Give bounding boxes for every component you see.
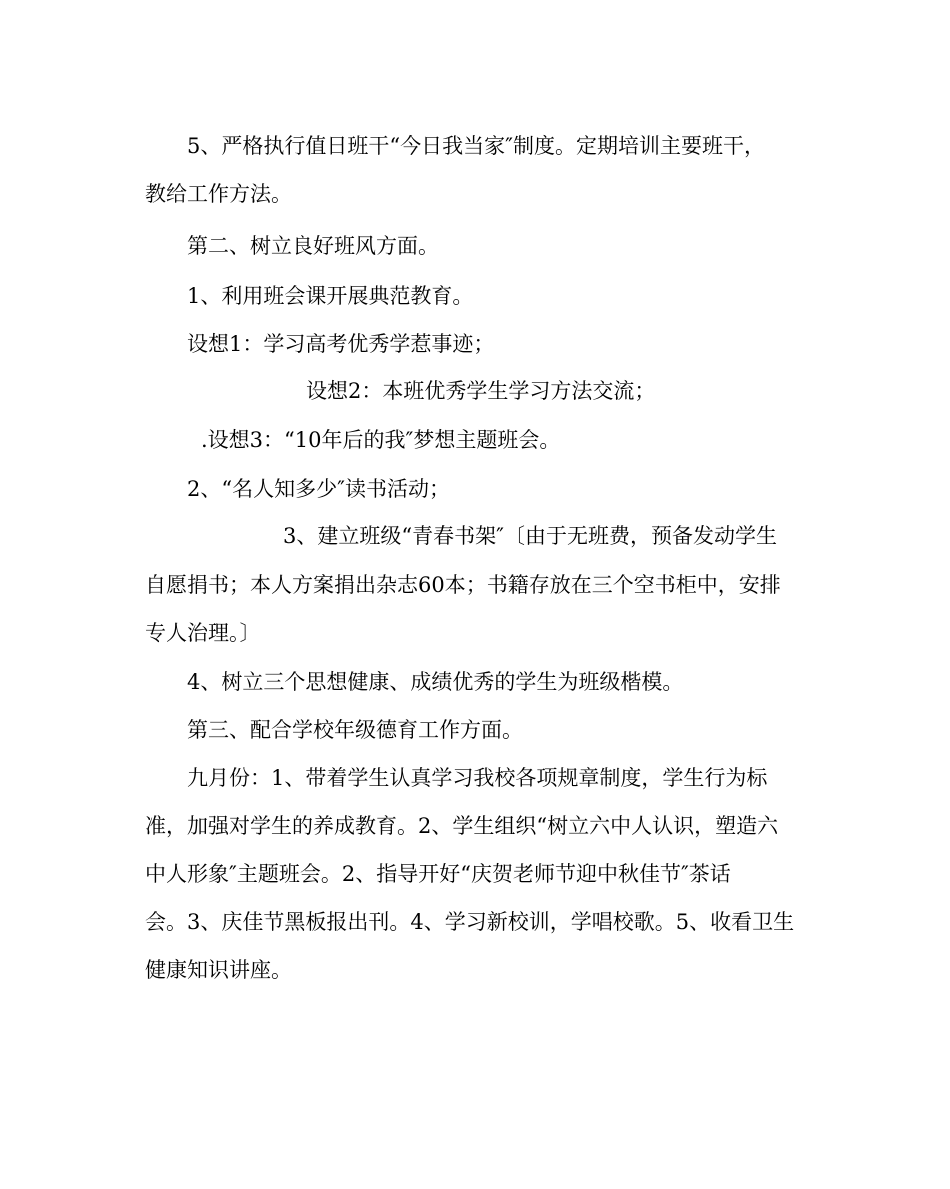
paragraph-line: 自愿捐书；本人方案捐出杂志60本；书籍存放在三个空书柜中，安排 (145, 573, 781, 597)
section-heading: 第二、树立良好班风方面。 (187, 234, 439, 258)
paragraph-line: 2、“名人知多少″读书活动； (187, 477, 450, 501)
paragraph-line: 健康知识讲座。 (145, 958, 292, 982)
paragraph-line: .设想3：“10年后的我″梦想主题班会。 (201, 428, 561, 452)
paragraph-line: 准，加强对学生的养成教育。2、学生组织“树立六中人认识，塑造六 (145, 814, 779, 838)
paragraph-line: 1、利用班会课开展典范教育。 (187, 284, 474, 308)
paragraph-line: 设想1：学习高考优秀学惹事迹； (187, 332, 495, 356)
paragraph-line: 设想2：本班优秀学生学习方法交流； (306, 379, 656, 403)
paragraph-line: 教给工作方法。 (145, 182, 292, 206)
paragraph-line: 专人治理。〕 (145, 621, 261, 645)
paragraph-line: 3、建立班级“青春书架″〔由于无班费，预备发动学生 (283, 524, 777, 548)
paragraph-line: 5、严格执行值日班干“今日我当家″制度。定期培训主要班干， (187, 134, 765, 158)
paragraph-line: 4、树立三个思想健康、成绩优秀的学生为班级楷模。 (187, 670, 684, 694)
paragraph-line: 九月份：1、带着学生认真学习我校各项规章制度，学生行为标 (187, 766, 768, 790)
paragraph-line: 会。3、庆佳节黑板报出刊。4、学习新校训，学唱校歌。5、收看卫生 (145, 910, 795, 934)
paragraph-line: 中人形象″主题班会。2、指导开好“庆贺老师节迎中秋佳节″茶话 (145, 862, 731, 886)
section-heading: 第三、配合学校年级德育工作方面。 (187, 718, 523, 742)
